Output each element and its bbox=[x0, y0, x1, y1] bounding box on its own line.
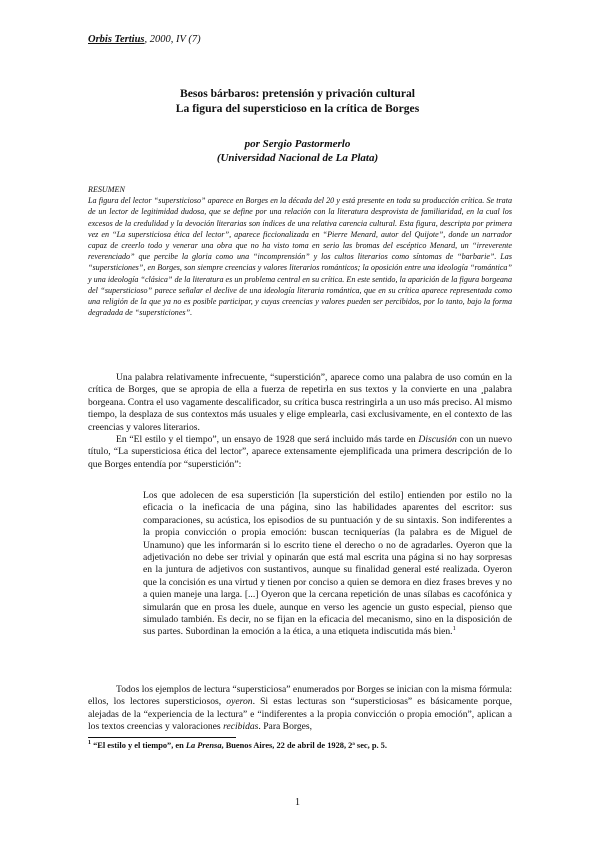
footnote bbox=[88, 741, 512, 750]
paragraph-text: con un nuevo título, “La supersticiosa ética del lector”, aparece extensamente ejemplificada una primera descripción de lo que Borges entendía por “superstición”: bbox=[88, 434, 512, 470]
footnote-divider bbox=[88, 737, 236, 738]
page-number: 1 bbox=[295, 797, 300, 808]
paragraph: Una palabra relativamente infrecuente, “superstición”, aparece como una palabra de uso común en la crítica de Borges, que se apropia de ella a fuerza de repetirla en sus textos y la convierte en una ¸palabra borgeana. Contra el uso vagamente descalificador, su crítica busca restringirla a un uso más preciso. Al mismo tiempo, la desplaza de sus contextos más usuales y elige emplearla, casi exclusivamente, en el contexto de las creencias y valores literarios. bbox=[88, 372, 512, 433]
author-affiliation: (Universidad Nacional de La Plata) bbox=[216, 152, 379, 164]
footnote-text: “El estilo y el tiempo”, en bbox=[91, 741, 186, 750]
author-block bbox=[60, 137, 535, 165]
journal-name: Orbis Tertius bbox=[88, 34, 145, 45]
body-text bbox=[88, 684, 512, 734]
footnote-number: 1 bbox=[88, 740, 91, 747]
abstract-heading: RESUMEN bbox=[88, 185, 125, 194]
paragraph bbox=[88, 684, 512, 734]
paragraph-text: . Si estas lecturas son “supersticiosas” es básicamente porque, alejadas de la “experiencia de la lectura” e “indiferentes a la propia convicción o propia emoción”, aplican a los textos creencias y valoraciones bbox=[88, 696, 512, 733]
book-title: Discusión bbox=[418, 434, 457, 446]
author-name: por Sergio Pastormerlo bbox=[244, 138, 351, 150]
block-quote bbox=[143, 490, 512, 639]
footnote-text: , Buenos Aires, 22 de abril de 1928, 2ª sec, p. 5. bbox=[221, 741, 387, 750]
footnote-ref[interactable]: 1 bbox=[452, 625, 456, 633]
paragraph bbox=[88, 434, 512, 471]
footnote-source: La Prensa bbox=[185, 741, 222, 750]
paper-subtitle: La figura del supersticioso en la crítica de Borges bbox=[175, 102, 420, 115]
emphasis: oyeron bbox=[226, 696, 253, 708]
quote-text: Los que adolecen de esa superstición [la superstición del estilo] entienden por estilo no la eficacia o la ineficacia de una página, sino las habilidades aparentes del escritor: sus comparaciones, su acústica, los episodios de su puntuación y de su sintaxis. Son indiferentes a la propia convicción o propia emoción: buscan tecniquerías (la palabra es de Miguel de Unamuno) que les informarán si lo escrito tiene el derecho o no de agradarles. Oyeron que la adjetivación no debe ser trivial y opinarán que está mal escrita una página si no hay sorpresas en la juntura de adjetivos con sustantivos, aunque su finalidad general esté realizada. Oyeron que la concisión es una virtud y tienen por conciso a quien se demora en diez frases breves y no a quien maneje una larga. [...] Oyeron que la cercana repetición de unas sílabas es cacofónica y simularán que en prosa les duele, aunque en verso les agencie un gusto especial, pienso que simulado también. Es decir, no se fijan en la eficacia del mecanismo, sino en la disposición de sus partes. Subordinan la emoción a la ética, a una etiqueta indiscutida más bien. bbox=[143, 490, 512, 638]
paragraph-text: En “El estilo y el tiempo”, un ensayo de 1928 que será incluido más tarde en bbox=[116, 434, 419, 446]
paragraph-text: Todos los ejemplos de lectura “supersticiosa” enumerados por Borges se inician con la misma fórmula: ellos, los lectores supersticiosos, bbox=[88, 684, 512, 708]
paper-title: Besos bárbaros: pretensión y privación cultural bbox=[180, 87, 415, 100]
journal-issue: , 2000, IV (7) bbox=[144, 34, 201, 45]
title-block bbox=[60, 86, 535, 116]
running-head bbox=[88, 34, 201, 45]
abstract bbox=[88, 184, 512, 318]
abstract-text: La figura del lector “supersticioso” aparece en Borges en la década del 20 y está presente en toda su producción crítica. Se trata de un lector de legitimidad dudosa, que se define por una relación con la literatura desprovista de familiaridad, en la cual los excesos de la credulidad y la devoción literarias son índices de una relativa carencia cultural. Esta figura, descripta por primera vez en “La supersticiosa ética del lector”, aparece ficcionalizada en “Pierre Menard, autor del Quijote”, donde un narrador capaz de creerlo todo y venerar una obra que no ha visto toma en serio las bromas del escéptico Menard, un “irreverente reverenciado” que percibe la gloria como una “incomprensión” y los cultos literarios como síntomas de “barbarie”. Las “supersticiones”, en Borges, son siempre creencias y valores literarios románticos; la oposición entre una ideología “romántica” y una ideología “clásica” de la literatura es un problema central en su crítica. En este sentido, la aparición de la figura borgeana del “supersticioso” parece señalar el declive de una ideología literaria romántica, que en su crítica aparece representada como una religión de la que ya no es posible participar, y cuyas creencias y valores pueden ser percibidos, por lo tanto, bajo la forma degradada de “supersticiones”. bbox=[88, 196, 512, 318]
body-text bbox=[88, 372, 512, 471]
paragraph-text: . Para Borges, bbox=[258, 721, 313, 733]
emphasis: recibidas bbox=[223, 721, 259, 733]
